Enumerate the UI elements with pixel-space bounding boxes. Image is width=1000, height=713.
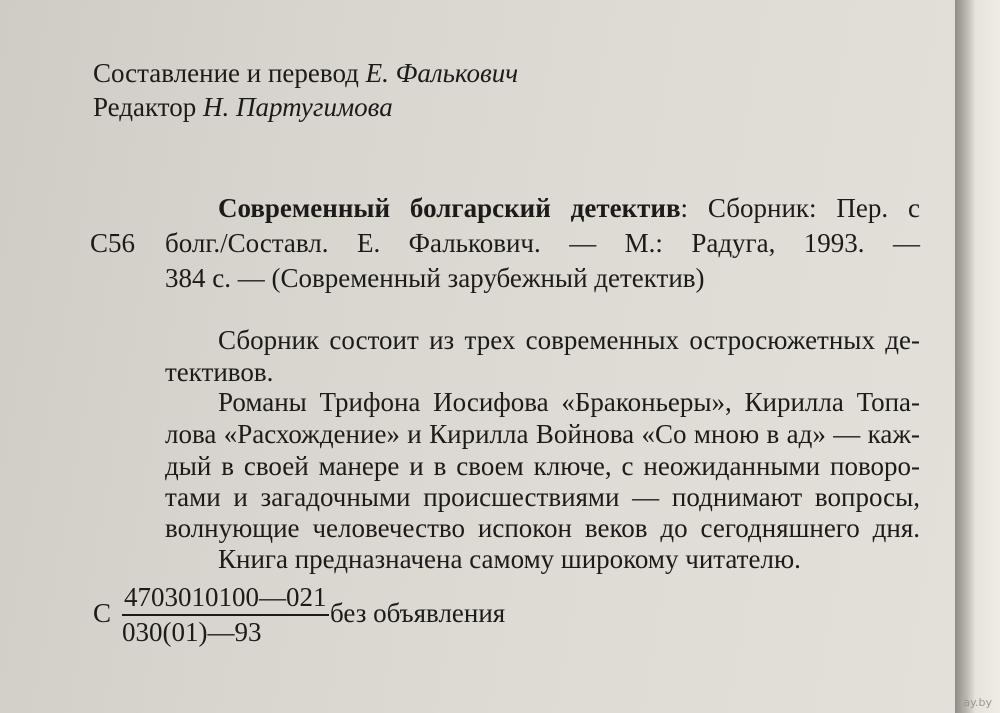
annotation-line: волнующие человечество испокон веков до сегодняшнего дня. [165, 513, 920, 543]
annotation-line: тами и загадочными происшествиями — поднимают вопросы, [165, 482, 920, 512]
watermark: ay.by [963, 696, 992, 709]
editor-name: Н. Партугимова [202, 92, 393, 122]
record-line-2: болг./Составл. Е. Фалькович. — М.: Радуга, 1993. — [165, 228, 920, 258]
index-denominator: 030(01)—93 [122, 617, 262, 647]
compiler-label: Составление и перевод [93, 58, 359, 88]
catalog-code: С56 [90, 228, 136, 258]
editor-credit [93, 92, 393, 122]
annotation-line: тективов. [165, 357, 274, 387]
annotation-line: лова «Расхождение» и Кирилла Войнова «Со мною в ад» — каж- [165, 419, 920, 449]
record-line-1-rest: : Сборник: Пер. с [680, 193, 921, 223]
book-spine-shadow [955, 0, 1000, 713]
annotation-line: Романы Трифона Иосифова «Браконьеры», Кирилла Топа- [218, 387, 920, 417]
index-letter: С [93, 598, 112, 628]
record-line-3: 384 с. — (Современный зарубежный детектив) [165, 263, 705, 293]
compiler-credit [93, 58, 518, 88]
editor-label: Редактор [93, 92, 197, 122]
annotation-line: Книга предназначена самому широкому читателю. [218, 544, 801, 574]
record-title: Современный болгарский детектив [218, 193, 681, 223]
annotation-line: дый в своей манере и в своем ключе, с неожиданными поворо- [165, 451, 920, 481]
price-note: без объявления [330, 598, 506, 628]
index-numerator: 4703010100—021 [122, 582, 329, 616]
compiler-name: Е. Фалькович [365, 58, 519, 88]
annotation-line: Сборник состоит из трех современных остросюжетных де- [218, 325, 920, 355]
record-line-1 [218, 193, 920, 223]
